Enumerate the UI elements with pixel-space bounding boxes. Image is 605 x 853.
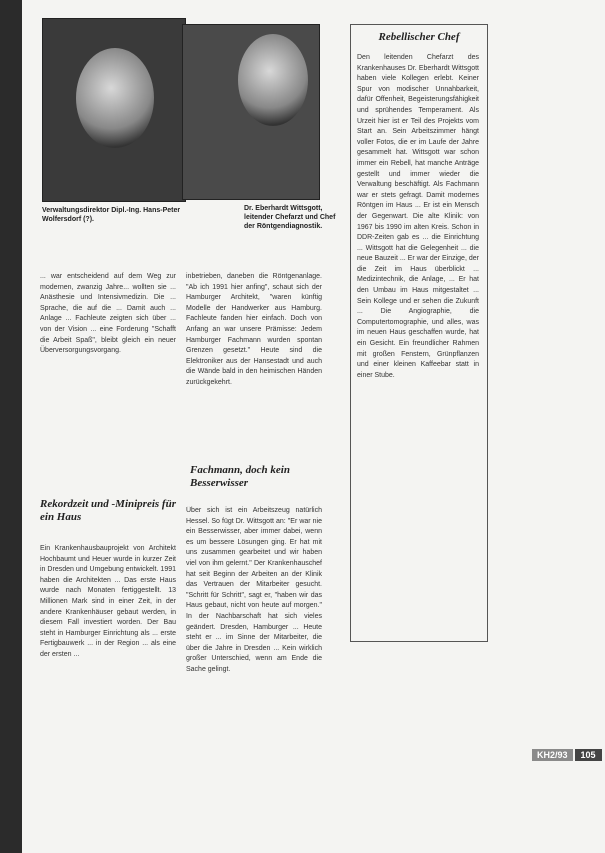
article-column-1-part2 (40, 544, 176, 840)
col2-body2: Über sich ist ein Arbeitszeug natürlich Hessel. So fügt Dr. Wittsgott an: "Er war nie ein Besserwisser, aber immer dabei, wenn es um bessere Lösungen ging. Er hat mit uns zusammen gearbeitet und wir haben viel von ihm gelernt." Der Krankenhauschef hat seit Beginn der Arbeiten an der Klinik das Vertrauen der Mitarbeiter gesucht. "Schritt für Schritt", sagt er, "haben wir das Haus gebaut, nicht von heute auf morgen." In der Nachbarschaft hat sich vieles geändert. Dresden, Hamburger ... Heute steht er ... im Sinne der Mitarbeiter, die über die Jahre in Dresden ... Kein wirklich großer Unterschied, wenn am Ende die Sache gelingt. (186, 507, 322, 673)
article-column-2 (186, 272, 322, 458)
subheading-rekordzeit: Rekordzeit und -Minipreis für ein Haus (40, 498, 176, 523)
caption-left: Verwaltungsdirektor Dipl.-Ing. Hans-Peter Wolfersdorf (?). (42, 207, 181, 223)
sidebar-box (350, 24, 488, 642)
article-column-2-part2 (186, 506, 322, 842)
col2-body: inbetrieben, daneben die Röntgenanlage. "Ab ich 1991 hier anfing", schaut sich der Hamburger Architekt, "waren künftig Modelle der Handwerker aus Hamburg. Fachleute fanden hier einfach. Doch von Anfang an war unsere Prämisse: Jedem Hamburger Fachmann wurden spontan Grenzen gesetzt." Heute sind die Elektroniker aus der Hansestadt und auch die Wände bald in den heimischen Händen zurückgekehrt. (186, 273, 322, 386)
magazine-page (22, 0, 605, 853)
caption-right: Dr. Eberhardt Wittsgott, leitender Chefarzt und Chef der Röntgendiagnostik. (244, 205, 336, 230)
issue-label: KH2/93 (532, 749, 573, 761)
sidebar-body: Den leitenden Chefarzt des Krankenhauses Dr. Eberhardt Wittsgott haben viele Kollegen erlebt. Keiner Spur von modischer Unnahbarkeit, dafür Offenheit, Begeisterungsfähigkeit und sprühendes Temperament. Als Urzeit hier ist er Teil des Projekts vom Start an. Sein Arbeitszimmer hängt voller Fotos, die er im Laufe der Jahre gesammelt hat. Wittsgott war schon immer ein Rebell, hat manche Anträge gestellt und immer wieder die Verwaltung beschäftigt. Als Fachmann war er stets gefragt. Damit modernes Röntgen im Haus ... Er ist ein Mensch der Gegenwart. Die alte Klinik: von 1967 bis 1990 im alten Kreis. Schon in DDR-Zeiten gab es ... die Einrichtung ... Wittsgott hat die Gelegenheit ... die neue Bauzeit ... Er war der Einzige, der die Zeit im Haus überblickt ... Medizintechnik, die Anlage, ... Er hat den Umbau im Haus mitgestaltet ... Sein Kollege und er sehen die Zukunft ... Die Angiographie, die Computertomographie, und alles, was im neuen Haus geschaffen wurde, hat ein Gesicht. Ein freundlicher Rahmen mit großen Fenstern, Grünpflanzen und einer kleinen Kaffeebar statt in einer Stube. (357, 54, 479, 379)
portrait-photo-left (42, 18, 186, 202)
binding-spine (0, 0, 22, 853)
portrait-photo-right (182, 24, 320, 200)
page-number: 105 (575, 749, 602, 761)
page-folio (532, 748, 602, 762)
sidebar-title: Rebellischer Chef (378, 31, 460, 43)
article-column-1 (40, 272, 176, 482)
subheading-fachmann: Fachmann, doch kein Besserwisser (190, 464, 290, 489)
col1-body2: Ein Krankenhausbauprojekt von Architekt Hochbaumt und Heuer wurde in kurzer Zeit in Dresden und Umgebung entwickelt. 1991 haben die Architekten ... Das erste Haus wurde nach Monaten fertiggestellt. 13 Millionen Mark sind in einer Zeit, in der andere Krankenhäuser gebaut werden, in diesem Fall investiert worden. Der Bau steht in Hamburger Einrichtung als ... erste Fertigbauwerk ... in der Region ... als eine der ersten ... (40, 545, 176, 658)
col1-body: ... war entscheidend auf dem Weg zur modernen, zwanzig Jahre... wollten sie ... Anästhesie und Intensivmedizin. Die ... Sprache, die auf die ... Damit auch ... Anlage ... Fachleute zeigten sich über ... von der Vision ... eine Forderung "Schafft die Arbeit Spaß", bleibt gleich ein neuer Überversorgungsvorgang. (40, 273, 176, 355)
